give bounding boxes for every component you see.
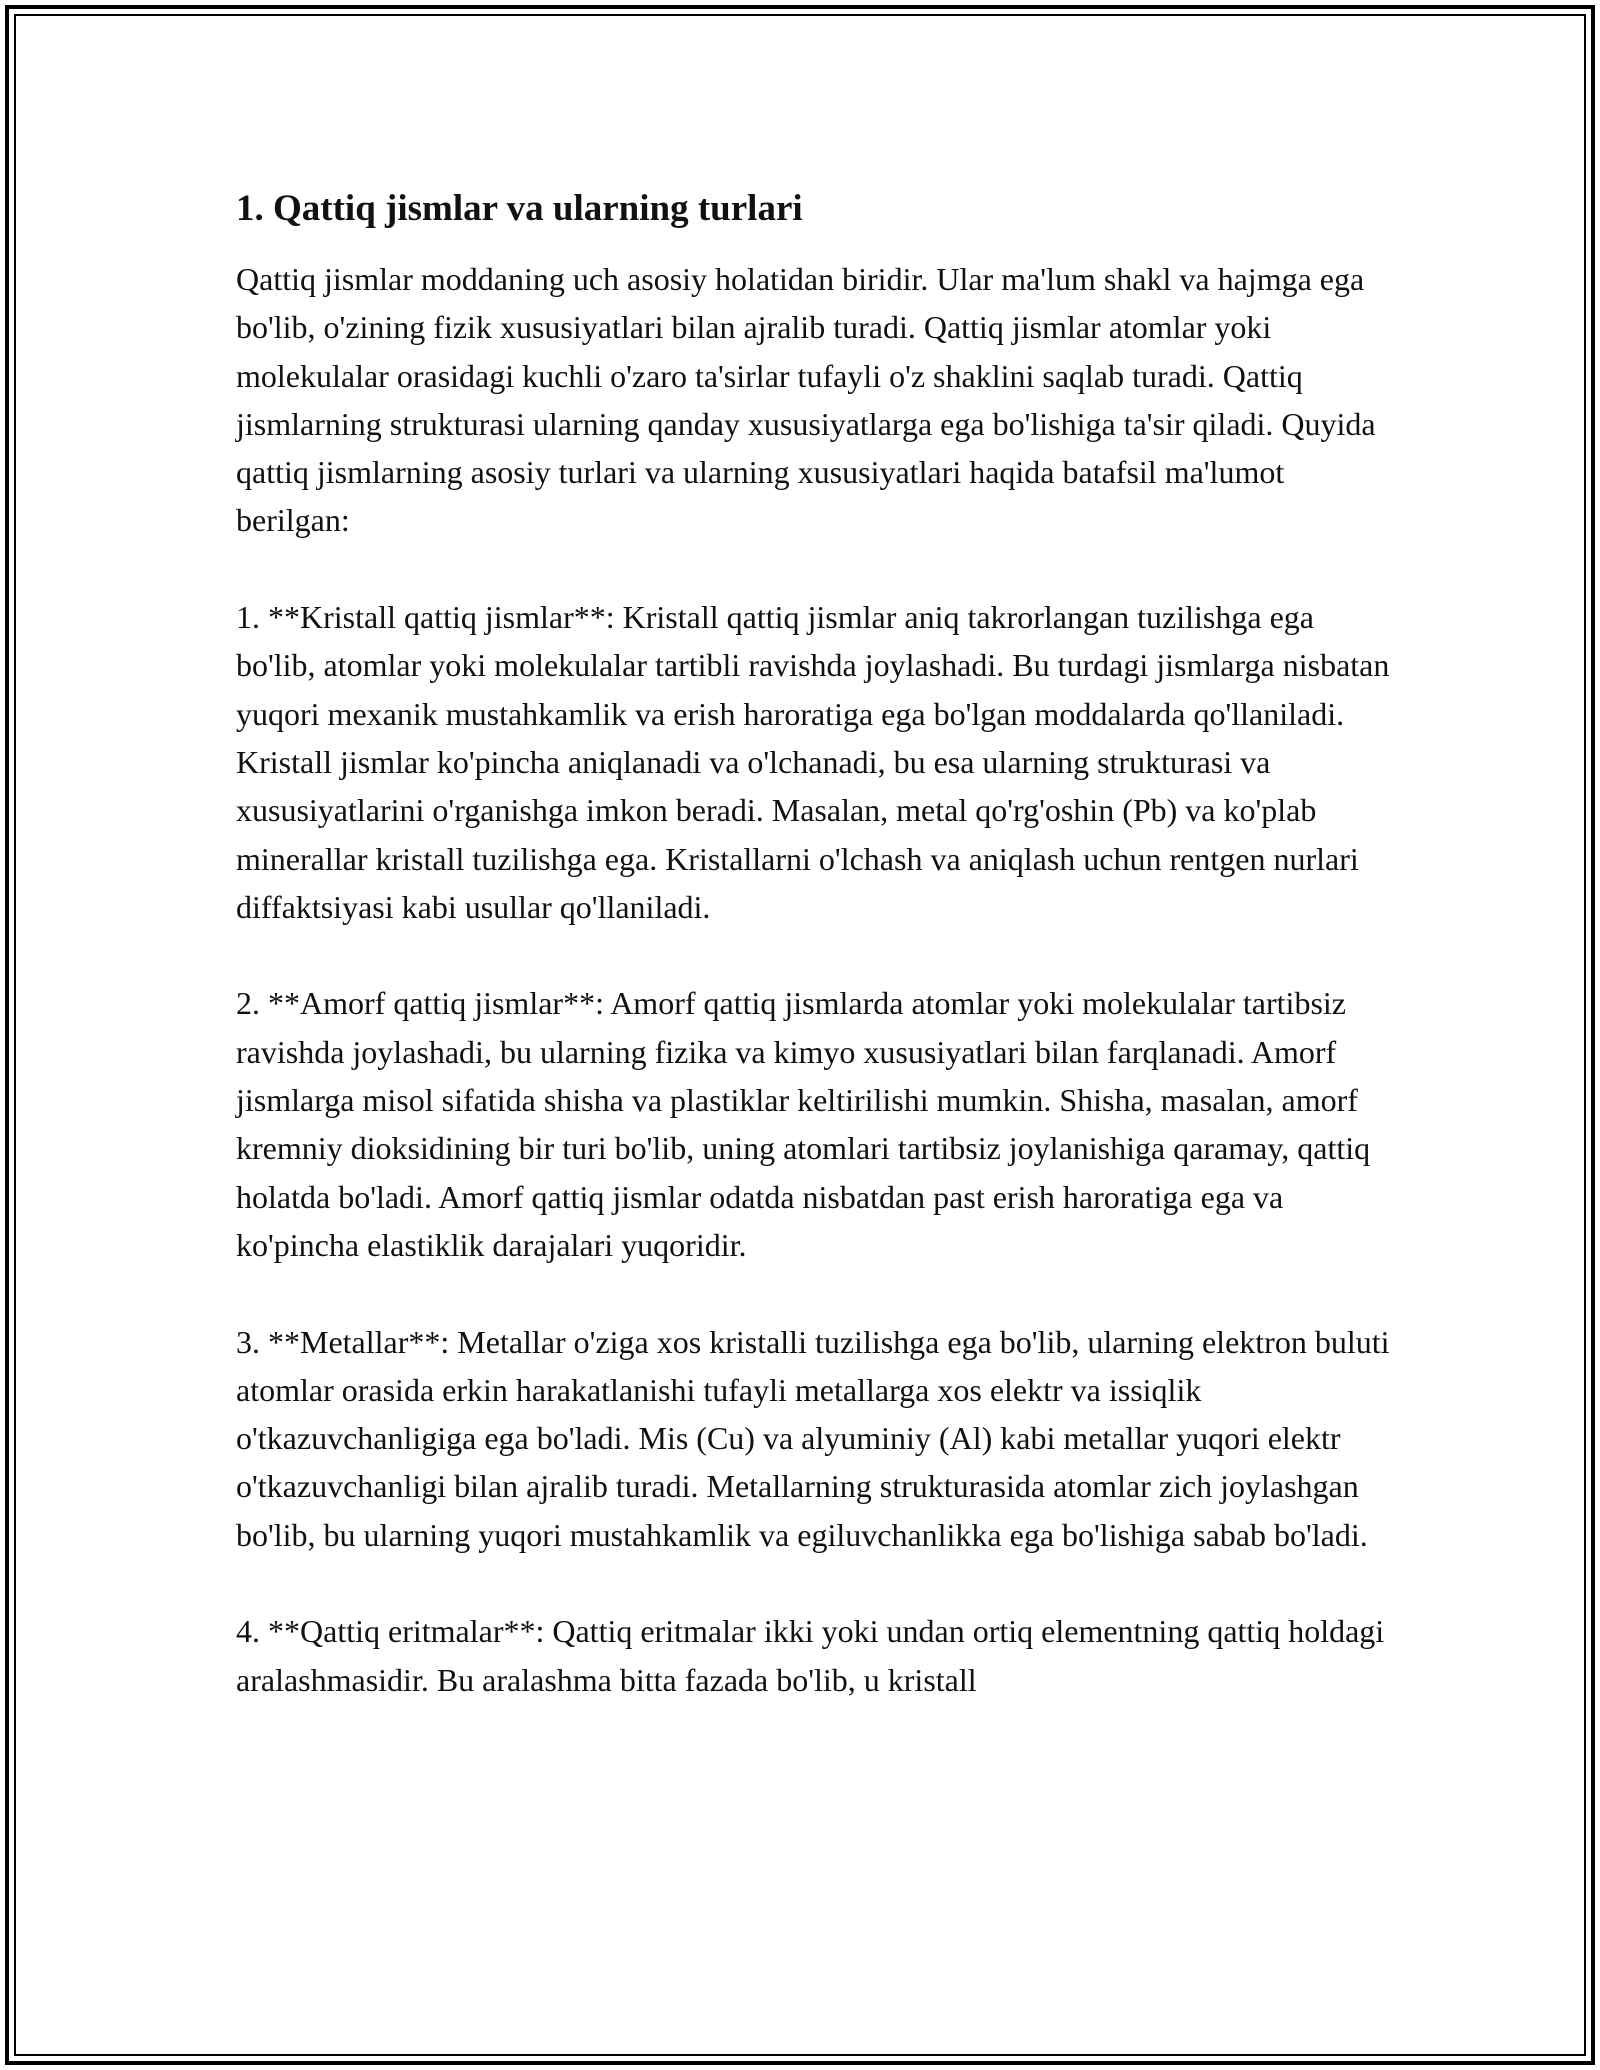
section-heading: 1. Qattiq jismlar va ularning turlari [236,188,803,229]
solid-solutions-paragraph: 4. **Qattiq eritmalar**: Qattiq eritmalar ikki yoki undan ortiq elementning qattiq holdagi aralashmasidir. Bu aralashma bitta fazada bo'lib, u kristall [236,1613,1385,1698]
crystalline-solids-paragraph: 1. **Kristall qattiq jismlar**: Kristall qattiq jismlar aniq takrorlangan tuzilishga ega bo'lib, atomlar yoki molekulalar tartibli ravishda joylashadi. Bu turdagi jismlarga nisbatan yuqori mexanik mustahkamlik va erish haroratiga ega bo'lgan moddalarda qo'llaniladi. Kristall jismlar ko'pincha aniqlanadi va o'lchanadi, bu esa ularning strukturasi va xususiyatlarini o'rganishga imkon beradi. Masalan, metal qo'rg'oshin (Pb) va ko'plab minerallar kristall tuzilishga ega. Kristallarni o'lchash va aniqlash uchun rentgen nurlari diffaktsiyasi kabi usullar qo'llaniladi. [236,599,1390,925]
amorphous-solids-paragraph: 2. **Amorf qattiq jismlar**: Amorf qattiq jismlarda atomlar yoki molekulalar tartibsiz ravishda joylashadi, bu ularning fizika va kimyo xususiyatlari bilan farqlanadi. Amorf jismlarga misol sifatida shisha va plastiklar keltirilishi mumkin. Shisha, masalan, amorf kremniy dioksidining bir turi bo'lib, uning atomlari tartibsiz joylanishiga qaramay, qattiq holatda bo'ladi. Amorf qattiq jismlar odatda nisbatdan past erish haroratiga ega va ko'pincha elastiklik darajalari yuqoridir. [236,985,1371,1263]
metals-paragraph: 3. **Metallar**: Metallar o'ziga xos kristalli tuzilishga ega bo'lib, ularning elektron buluti atomlar orasida erkin harakatlanishi tufayli metallarga xos elektr va issiqlik o'tkazuvchanligiga ega bo'ladi. Mis (Cu) va alyuminiy (Al) kabi metallar yuqori elektr o'tkazuvchanligi bilan ajralib turadi. Metallarning strukturasida atomlar zich joylashgan bo'lib, bu ularning yuqori mustahkamlik va egiluvchanlikka ega bo'lishiga sabab bo'ladi. [236,1323,1390,1553]
intro-paragraph: Qattiq jismlar moddaning uch asosiy holatidan biridir. Ular ma'lum shakl va hajmga ega bo'lib, o'zining fizik xususiyatlari bilan ajralib turadi. Qattiq jismlar atomlar yoki molekulalar orasidagi kuchli o'zaro ta'sirlar tufayli o'z shaklini saqlab turadi. Qattiq jismlarning strukturasi ularning qanday xususiyatlarga ega bo'lishiga ta'sir qiladi. Quyida qattiq jismlarning asosiy turlari va ularning xususiyatlari haqida batafsil ma'lumot berilgan: [236,261,1376,539]
document-body [236,185,1396,1752]
